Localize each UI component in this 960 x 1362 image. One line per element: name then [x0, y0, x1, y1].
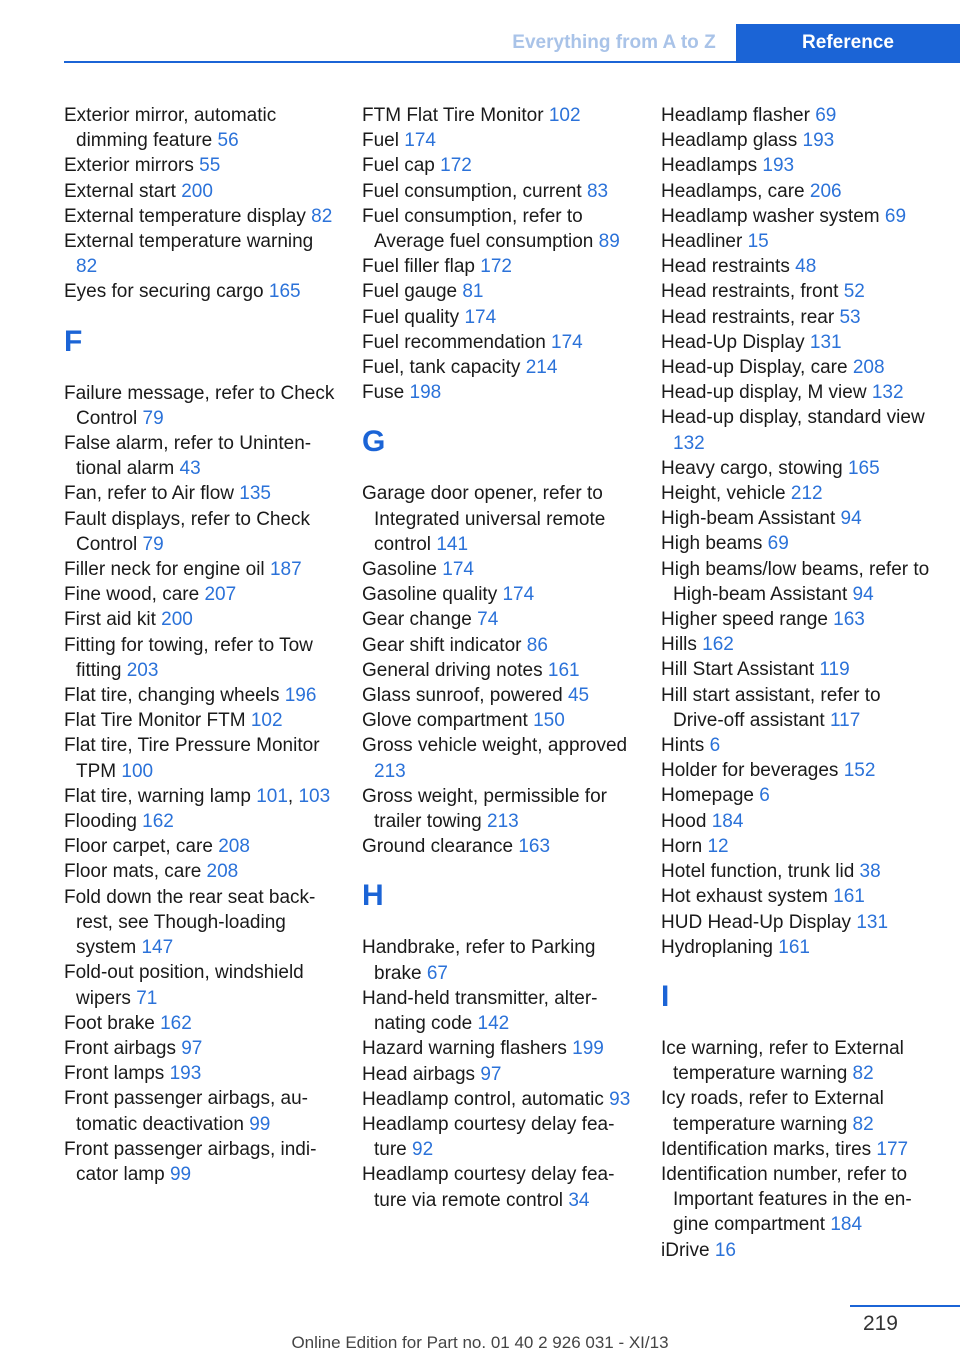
index-entry-text: Flat tire, warning lamp	[64, 785, 251, 807]
page-reference-link[interactable]: 214	[525, 357, 558, 379]
index-entry	[362, 330, 634, 355]
index-entry-text: Head restraints, front	[661, 281, 839, 303]
index-entry	[64, 733, 336, 783]
index-entry	[661, 683, 933, 733]
index-entry-text: Hill start assistant, refer to Drive-off assistant	[661, 684, 881, 731]
index-entry-text: Fuel, tank capacity	[362, 357, 521, 379]
page-reference-link[interactable]: 135	[239, 483, 271, 505]
index-entry-text: Headlamp courtesy delay feature	[362, 1113, 615, 1161]
page-reference-link[interactable]: 193	[762, 155, 795, 177]
page-reference-link[interactable]: 193	[169, 1063, 202, 1085]
index-entry	[362, 103, 634, 128]
index-entry	[362, 380, 634, 405]
index-entry	[362, 279, 634, 304]
index-entry-text: Handbrake, refer to Parking brake	[362, 937, 596, 984]
page-reference-link[interactable]: 94	[852, 583, 874, 605]
page-reference-link[interactable]: 99	[169, 1163, 192, 1185]
page-reference-link[interactable]: 79	[142, 533, 164, 555]
index-entry-text: High beams	[661, 533, 763, 555]
index-entry-text: Hood	[661, 810, 707, 832]
index-entry	[362, 834, 634, 859]
page-reference-link[interactable]: 6	[709, 735, 721, 757]
page-reference-link[interactable]: 6	[759, 785, 770, 807]
index-entry-text: Flat tire, Tire Pressure Monitor TPM	[64, 735, 320, 782]
page-number: 219	[862, 1312, 898, 1335]
index-entry	[362, 986, 634, 1036]
page-reference-link[interactable]: 69	[815, 105, 837, 126]
index-entry	[362, 1087, 634, 1112]
page-reference-link[interactable]: 184	[711, 810, 744, 832]
index-entry	[362, 557, 634, 582]
page-reference-link[interactable]: 56	[217, 130, 239, 152]
page-reference-link[interactable]: 162	[142, 811, 174, 833]
index-entry	[661, 557, 933, 607]
footer-rule	[850, 1305, 960, 1307]
index-entry	[362, 683, 634, 708]
page-reference-link[interactable]: 196	[284, 685, 317, 707]
index-entry: Flat tire, warning lamp 101, 103	[64, 785, 331, 807]
page-reference-link[interactable]: 55	[199, 155, 221, 177]
page-reference-link[interactable]: 174	[502, 584, 535, 606]
index-entry-text: External start	[64, 180, 176, 202]
page-reference-link[interactable]: 16	[714, 1239, 736, 1261]
index-entry-text: Fault displays, refer to Check Control	[64, 508, 311, 555]
section-letter: I	[661, 979, 670, 1013]
index-entry-text: Front airbags	[64, 1037, 176, 1059]
index-entry	[64, 557, 336, 582]
index-entry-text: Fuel gauge	[362, 281, 458, 303]
index-entry	[661, 254, 933, 279]
page-reference-link[interactable]: 161	[833, 886, 865, 908]
index-entry-text: Holder for beverages	[661, 760, 839, 782]
index-entry	[64, 179, 336, 204]
page-reference-link[interactable]: 172	[480, 256, 512, 278]
page-reference-link[interactable]: 208	[218, 836, 250, 858]
index-entry	[362, 935, 634, 985]
page-reference-link[interactable]: 81	[462, 281, 484, 303]
index-entry-text: Gasoline	[362, 559, 437, 581]
index-entry-text: Head-up display, standard view	[661, 407, 925, 429]
index-entry	[362, 355, 634, 380]
page-reference-link[interactable]: 102	[548, 105, 581, 126]
page-reference-link[interactable]: 102	[250, 710, 283, 732]
page-reference-link[interactable]: 103	[298, 785, 331, 807]
page-reference-link[interactable]: 48	[795, 256, 817, 278]
page-reference-link[interactable]: 198	[409, 382, 442, 404]
index-entry-text: Hand-held transmitter, alternating code	[362, 987, 598, 1035]
index-entry	[362, 733, 634, 783]
index-entry-text: Fuel consumption, current	[362, 180, 582, 202]
index-entry-text: Fine wood, care	[64, 584, 200, 606]
index-entry-text: Gross weight, permissible for trailer towing	[362, 785, 607, 833]
index-entry-text: Front passenger airbags, automatic deactivation	[64, 1088, 308, 1135]
index-entry	[661, 1086, 933, 1136]
index-entry	[64, 683, 336, 708]
index-entry	[362, 153, 634, 178]
index-entry	[362, 1062, 634, 1087]
index-entry	[661, 632, 933, 657]
page-reference-link[interactable]: 53	[839, 306, 861, 328]
page-reference-link[interactable]: 43	[179, 458, 201, 480]
page-reference-link[interactable]: 45	[567, 685, 590, 707]
index-entry	[64, 153, 336, 178]
index-column-3	[661, 103, 933, 1263]
index-entry-text: Identification number, refer to Important features in the engine compartment	[661, 1163, 912, 1236]
index-entry-text: Fuel	[362, 130, 399, 152]
index-entry-text: Gear change	[362, 609, 472, 631]
index-entry	[362, 607, 634, 632]
index-entry	[661, 179, 933, 204]
page-reference-link[interactable]: 34	[568, 1189, 590, 1211]
index-entry-text: Failure message, refer to Check Control	[64, 382, 335, 429]
index-entry-text: Homepage	[661, 785, 754, 807]
page-reference-link[interactable]: 131	[856, 911, 889, 933]
index-entry	[64, 1011, 336, 1036]
index-entry	[64, 834, 336, 859]
index-entry	[661, 834, 933, 859]
index-entry-text: Gasoline quality	[362, 584, 498, 606]
page-reference-link[interactable]: 97	[181, 1037, 203, 1059]
index-entry	[661, 1162, 933, 1238]
index-entry	[661, 607, 933, 632]
header-section-title: Everything from A to Z	[512, 32, 716, 53]
index-entry	[362, 582, 634, 607]
page-reference-link[interactable]: 38	[859, 861, 881, 883]
page-reference-link[interactable]: 52	[843, 281, 865, 303]
page-reference-link[interactable]: 86	[526, 634, 548, 656]
header-reference-tab[interactable]: Reference	[736, 24, 960, 62]
index-entry	[362, 128, 634, 153]
index-entry	[64, 960, 336, 1010]
index-entry	[64, 633, 336, 683]
page-reference-link[interactable]: 83	[586, 180, 609, 202]
index-entry-text: High beams/low beams, refer to High-beam Assistant	[661, 558, 930, 605]
index-entry-text: Eyes for securing cargo	[64, 281, 264, 303]
index-entry	[64, 381, 336, 431]
index-entry	[64, 582, 336, 607]
index-entry-text: Horn	[661, 835, 703, 857]
index-column-1	[64, 103, 336, 1187]
page-reference-link[interactable]: 177	[876, 1138, 909, 1160]
page-reference-link[interactable]: 15	[747, 231, 769, 253]
index-entry-text: Head restraints, rear	[661, 306, 835, 328]
index-entry	[661, 481, 933, 506]
index-entry	[661, 935, 933, 960]
index-entry-text: Front passenger airbags, indicator lamp	[64, 1138, 317, 1185]
index-entry-text: Exterior mirror, automatic dimming feature	[64, 105, 277, 152]
index-entry-text: Filler neck for engine oil	[64, 559, 265, 581]
index-entry	[661, 531, 933, 556]
page-reference-link[interactable]: 131	[809, 331, 842, 353]
index-entry	[64, 607, 336, 632]
index-entry-text: Flat tire, changing wheels	[64, 685, 280, 707]
header-rule	[64, 61, 960, 63]
index-entry-text: Glove compartment	[362, 710, 528, 732]
page-reference-link[interactable]: 147	[141, 937, 174, 959]
index-entry-text: Heavy cargo, stowing	[661, 457, 843, 479]
page-reference-link[interactable]: 199	[572, 1038, 604, 1060]
index-entry-text: Ice warning, refer to External temperature warning	[661, 1037, 904, 1085]
index-entry-text: False alarm, refer to Unintentional alarm	[64, 433, 312, 480]
page-reference-link[interactable]: 200	[161, 609, 193, 631]
index-entry	[64, 1086, 336, 1136]
page-reference-link[interactable]: 69	[767, 533, 789, 555]
index-entry-text: Head-up display, M view	[661, 382, 867, 404]
index-entry	[64, 859, 336, 884]
index-entry	[64, 1036, 336, 1061]
page-reference-link[interactable]: 71	[136, 987, 158, 1009]
index-entry-text: Hydroplaning	[661, 936, 773, 958]
page-reference-link[interactable]: 12	[707, 835, 729, 857]
page-reference-link[interactable]: 117	[829, 709, 861, 731]
page-reference-link[interactable]: 150	[533, 710, 565, 732]
index-entry-text: Headlamps	[661, 155, 758, 177]
index-entry	[64, 1061, 336, 1086]
index-entry	[661, 405, 933, 455]
index-entry	[362, 708, 634, 733]
index-entry-text: Headlamp control, automatic	[362, 1088, 604, 1110]
index-entry	[362, 1162, 634, 1212]
index-entry-text: Fan, refer to Air flow	[64, 483, 235, 505]
index-entry-text: Floor mats, care	[64, 861, 202, 883]
page-reference-link[interactable]: 132	[871, 382, 904, 404]
index-entry	[661, 733, 933, 758]
index-entry-text: Headliner	[661, 231, 743, 253]
index-entry-text: External temperature display	[64, 205, 306, 227]
page-reference-link[interactable]: 165	[268, 281, 301, 303]
index-entry-text: Fuel recommendation	[362, 331, 546, 353]
index-entry	[362, 254, 634, 279]
index-entry	[362, 658, 634, 683]
index-entry	[362, 633, 634, 658]
page-reference-link[interactable]: 94	[840, 508, 862, 530]
index-entry-text: Fuse	[362, 382, 405, 404]
page-reference-link[interactable]: 212	[790, 483, 823, 505]
index-entry	[64, 204, 336, 229]
index-entry	[362, 1036, 634, 1061]
index-entry	[362, 179, 634, 204]
page-reference-link[interactable]: 163	[833, 609, 865, 631]
index-entry	[661, 783, 933, 808]
index-entry-text: Fold down the rear seat backrest, see Though-loading system	[64, 886, 316, 959]
index-entry-text: Fuel filler flap	[362, 256, 475, 278]
index-entry-text: Flat Tire Monitor FTM	[64, 710, 246, 732]
index-entry-text: Fuel consumption, refer to Average fuel consumption	[362, 205, 594, 253]
page-reference-link[interactable]: 119	[819, 659, 850, 681]
index-entry-text: Flooding	[64, 811, 137, 833]
index-entry-text: Headlamp glass	[661, 130, 798, 152]
index-entry-text: Hills	[661, 634, 697, 656]
index-entry	[64, 229, 336, 279]
index-entry-text: iDrive	[661, 1239, 710, 1261]
page-reference-link[interactable]: 208	[852, 357, 885, 379]
index-entry	[64, 809, 336, 834]
index-entry-text: Headlamps, care	[661, 180, 805, 202]
page-reference-link[interactable]: 206	[809, 180, 842, 202]
page-reference-link[interactable]: 172	[440, 155, 472, 177]
page-reference-link[interactable]: 200	[181, 180, 213, 202]
page-reference-link[interactable]: 207	[204, 584, 237, 606]
index-entry	[661, 884, 933, 909]
index-entry-text: High-beam Assistant	[661, 508, 836, 530]
page-reference-link[interactable]: 92	[412, 1139, 434, 1161]
index-entry-text: First aid kit	[64, 609, 156, 631]
section-letter: G	[362, 425, 386, 459]
page-reference-link[interactable]: 203	[126, 659, 159, 681]
page-reference-link[interactable]: 174	[464, 306, 497, 328]
index-entry-text: Icy roads, refer to External temperature warning	[661, 1088, 884, 1135]
index-entry	[64, 1137, 336, 1187]
index-entry-text: FTM Flat Tire Monitor	[362, 105, 544, 126]
page-reference-link[interactable]: 100	[121, 760, 154, 782]
index-entry	[661, 809, 933, 834]
index-entry	[64, 431, 336, 481]
index-entry-text: Fold-out position, windshield wipers	[64, 962, 304, 1009]
index-entry	[661, 1036, 933, 1086]
index-entry	[64, 103, 336, 153]
page-reference-link[interactable]: 99	[249, 1113, 271, 1135]
section-letter: H	[362, 879, 384, 913]
page-reference-link[interactable]: 162	[702, 634, 734, 656]
index-entry	[661, 355, 933, 380]
index-entry-text: Head-Up Display	[661, 331, 805, 353]
page-reference-link[interactable]: 93	[609, 1088, 631, 1110]
index-entry-text: Hazard warning flashers	[362, 1038, 567, 1060]
index-entry	[64, 481, 336, 506]
index-entry	[661, 229, 933, 254]
page-reference-link[interactable]: 67	[426, 962, 448, 984]
index-entry-text: Headlamp flasher	[661, 105, 810, 126]
index-entry	[661, 657, 933, 682]
index-entry	[661, 1238, 933, 1263]
index-entry	[661, 1137, 933, 1162]
index-entry-text: Headlamp courtesy delay feature via remote control	[362, 1164, 615, 1211]
index-entry	[661, 204, 933, 229]
index-entry	[661, 506, 933, 531]
index-entry	[661, 153, 933, 178]
index-entry-text: Gross vehicle weight, approved	[362, 735, 628, 757]
index-entry	[661, 279, 933, 304]
page-reference-link[interactable]: 82	[852, 1063, 874, 1085]
index-entry-text: Hints	[661, 735, 705, 757]
index-entry-text: Higher speed range	[661, 609, 828, 631]
index-entry	[661, 330, 933, 355]
index-entry-text: Hill Start Assistant	[661, 659, 815, 681]
page-reference-link[interactable]: 193	[802, 130, 835, 152]
index-entry	[64, 708, 336, 733]
index-entry	[64, 279, 336, 304]
page-reference-link[interactable]: 213	[374, 760, 406, 782]
page-reference-link[interactable]: 82	[76, 256, 98, 278]
index-entry	[661, 859, 933, 884]
page-reference-link[interactable]: 174	[404, 130, 436, 152]
index-entry	[64, 507, 336, 557]
edition-footer: Online Edition for Part no. 01 40 2 926 031 - XI/13	[291, 1333, 669, 1352]
index-entry	[362, 481, 634, 557]
index-entry-text: Head-up Display, care	[661, 357, 848, 379]
page-reference-link[interactable]: 69	[884, 205, 907, 227]
page-reference-link[interactable]: 163	[518, 836, 551, 858]
page-reference-link[interactable]: 187	[269, 559, 302, 581]
index-entry-text: Front lamps	[64, 1063, 165, 1085]
index-entry	[362, 204, 634, 254]
page-reference-link[interactable]: 132	[673, 432, 705, 454]
page-reference-link[interactable]: 79	[142, 407, 164, 429]
page-reference-link[interactable]: 82	[852, 1113, 874, 1135]
index-entry	[661, 456, 933, 481]
page-reference-link[interactable]: 161	[547, 659, 580, 681]
page-reference-link[interactable]: 97	[480, 1063, 502, 1085]
index-column-2	[362, 103, 634, 1213]
index-entry-text: Hot exhaust system	[661, 886, 828, 908]
page-reference-link[interactable]: 142	[477, 1013, 510, 1035]
index-entry-text: Glass sunroof, powered	[362, 685, 563, 707]
index-entry-text: Foot brake	[64, 1012, 155, 1034]
page-reference-link[interactable]: 101	[256, 785, 288, 807]
index-entry	[661, 380, 933, 405]
index-entry	[661, 758, 933, 783]
index-entry-text: Gear shift indicator	[362, 634, 522, 656]
page-reference-link[interactable]: 213	[487, 811, 519, 833]
page-reference-link[interactable]: 82	[311, 205, 333, 227]
index-entry-text: HUD Head-Up Display	[661, 911, 852, 933]
index-entry	[64, 885, 336, 961]
page-reference-link[interactable]: 141	[436, 533, 469, 555]
index-entry	[362, 1112, 634, 1162]
page-reference-link[interactable]: 74	[477, 609, 499, 631]
index-entry-text: Exterior mirrors	[64, 155, 194, 177]
page-reference-link[interactable]: 162	[160, 1012, 192, 1034]
index-entry-text: Height, vehicle	[661, 483, 786, 505]
page-reference-link[interactable]: 165	[847, 457, 880, 479]
page-reference-link[interactable]: 89	[598, 231, 620, 253]
index-entry-text: Fuel quality	[362, 306, 460, 328]
page-reference-link[interactable]: 174	[551, 331, 583, 353]
page-reference-link[interactable]: 161	[778, 936, 810, 958]
index-entry	[362, 784, 634, 834]
index-entry-text: Fitting for towing, refer to Tow fitting	[64, 634, 313, 681]
index-entry-text: Head airbags	[362, 1063, 476, 1085]
index-entry-text: Identification marks, tires	[661, 1138, 872, 1160]
index-entry	[362, 305, 634, 330]
page-reference-link[interactable]: 208	[206, 861, 239, 883]
index-entry	[661, 103, 933, 128]
index-entry	[661, 128, 933, 153]
index-entry-text: Headlamp washer system	[661, 205, 880, 227]
index-entry-text: General driving notes	[362, 659, 543, 681]
index-entry-text: Floor carpet, care	[64, 836, 213, 858]
index-entry-text: Fuel cap	[362, 155, 435, 177]
index-entry	[661, 910, 933, 935]
index-entry	[661, 305, 933, 330]
section-letter: F	[64, 324, 83, 358]
index-entry-text: Ground clearance	[362, 836, 514, 858]
page-reference-link[interactable]: 174	[442, 559, 474, 581]
index-entry-text: Hotel function, trunk lid	[661, 861, 855, 883]
page-reference-link[interactable]: 184	[830, 1214, 863, 1236]
index-entry-text: Head restraints	[661, 256, 790, 278]
index-entry-text: Garage door opener, refer to Integrated universal remote control	[362, 483, 606, 555]
page-reference-link[interactable]: 152	[843, 760, 876, 782]
index-entry-text: External temperature warning	[64, 231, 314, 253]
